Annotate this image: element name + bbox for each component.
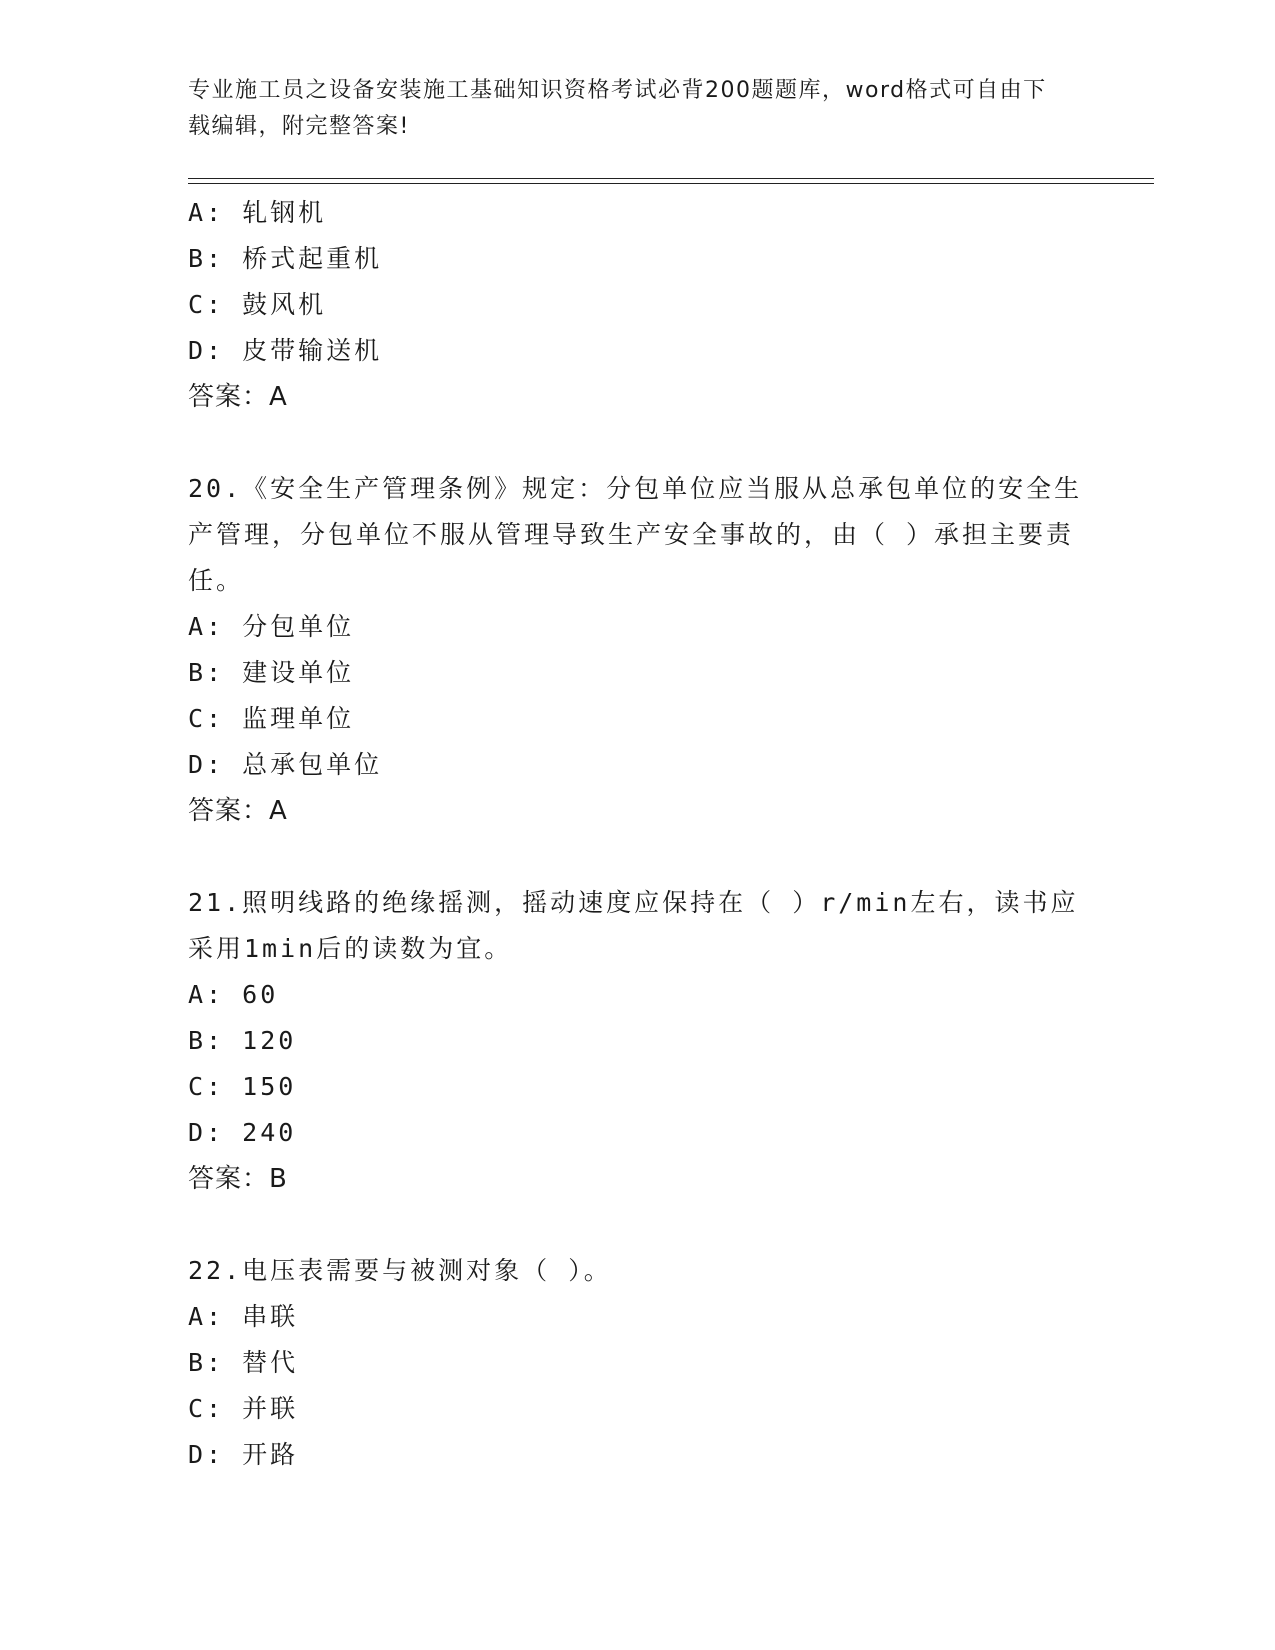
- question-19-options: [188, 190, 1088, 420]
- answer-label: 答案：A: [188, 796, 288, 826]
- option-c: C: 监理单位: [188, 704, 355, 733]
- option-d: D: 总承包单位: [188, 750, 383, 779]
- option-d: D: 开路: [188, 1440, 299, 1469]
- question-list: [188, 190, 1088, 1478]
- question-21: [188, 880, 1088, 1202]
- option-b: B: 120: [188, 1026, 297, 1055]
- option-a: A: 轧钢机: [188, 198, 327, 227]
- option-a: A: 60: [188, 980, 279, 1009]
- option-c: C: 并联: [188, 1394, 299, 1423]
- option-a: A: 分包单位: [188, 612, 355, 641]
- document-header: 专业施工员之设备安装施工基础知识资格考试必背200题题库，word格式可自由下载编辑，附完整答案!: [188, 78, 1047, 139]
- header-divider-top: [188, 178, 1154, 179]
- question-text: 21.照明线路的绝缘摇测，摇动速度应保持在（ ）r/min左右，读书应采用1min后的读数为宜。: [188, 888, 1079, 963]
- option-c: C: 鼓风机: [188, 290, 327, 319]
- option-a: A: 串联: [188, 1302, 299, 1331]
- question-text: 22.电压表需要与被测对象（ ）。: [188, 1256, 612, 1285]
- option-b: B: 桥式起重机: [188, 244, 383, 273]
- option-b: B: 替代: [188, 1348, 299, 1377]
- option-d: D: 240: [188, 1118, 297, 1147]
- option-c: C: 150: [188, 1072, 297, 1101]
- question-20: [188, 466, 1088, 834]
- question-text: 20.《安全生产管理条例》规定：分包单位应当服从总承包单位的安全生产管理，分包单位不服从管理导致生产安全事故的，由（ ）承担主要责任。: [188, 474, 1083, 595]
- question-22: [188, 1248, 1088, 1478]
- answer-label: 答案：A: [188, 382, 288, 412]
- option-d: D: 皮带输送机: [188, 336, 383, 365]
- option-b: B: 建设单位: [188, 658, 355, 687]
- answer-label: 答案：B: [188, 1164, 288, 1194]
- header-divider-bottom: [188, 183, 1154, 184]
